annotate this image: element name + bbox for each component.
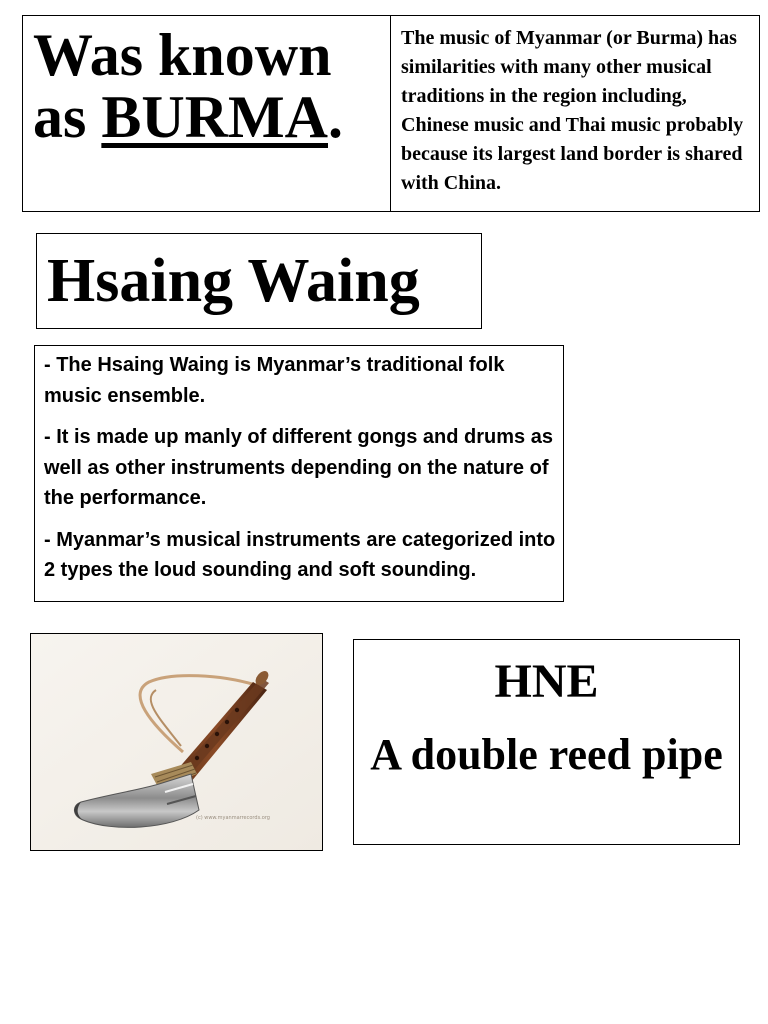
description-item: - It is made up manly of different gongs and drums as well as other instruments depending on the nature of the performance. [44, 426, 553, 509]
description-item: - The Hsaing Waing is Myanmar’s traditional folk music ensemble. [44, 354, 505, 407]
description-item: - Myanmar’s musical instruments are categorized into 2 types the loud sounding and soft sounding. [44, 528, 556, 581]
heading-box [36, 233, 482, 329]
title-line-1: Was known [33, 22, 332, 88]
country-title [33, 24, 343, 148]
title-line-2-suffix: . [328, 84, 343, 150]
title-box [22, 15, 391, 212]
hne-pipe-image [31, 634, 323, 851]
instrument-description: A double reed pipe [370, 730, 723, 779]
instrument-box [353, 639, 740, 845]
intro-box [390, 15, 760, 212]
intro-paragraph: The music of Myanmar (or Burma) has similarities with many other musical traditions in the region including, Chinese music and Thai music probably because its largest land border is shared with China. [401, 27, 744, 194]
description-list [44, 350, 559, 597]
instrument-photo [30, 633, 323, 851]
description-box [34, 345, 564, 602]
burma-underlined: BURMA [101, 84, 328, 150]
section-heading: Hsaing Waing [47, 247, 420, 315]
photo-watermark: (c) www.myanmarrecords.org [196, 815, 270, 821]
instrument-name: HNE [494, 655, 599, 708]
title-line-2-prefix: as [33, 84, 102, 150]
